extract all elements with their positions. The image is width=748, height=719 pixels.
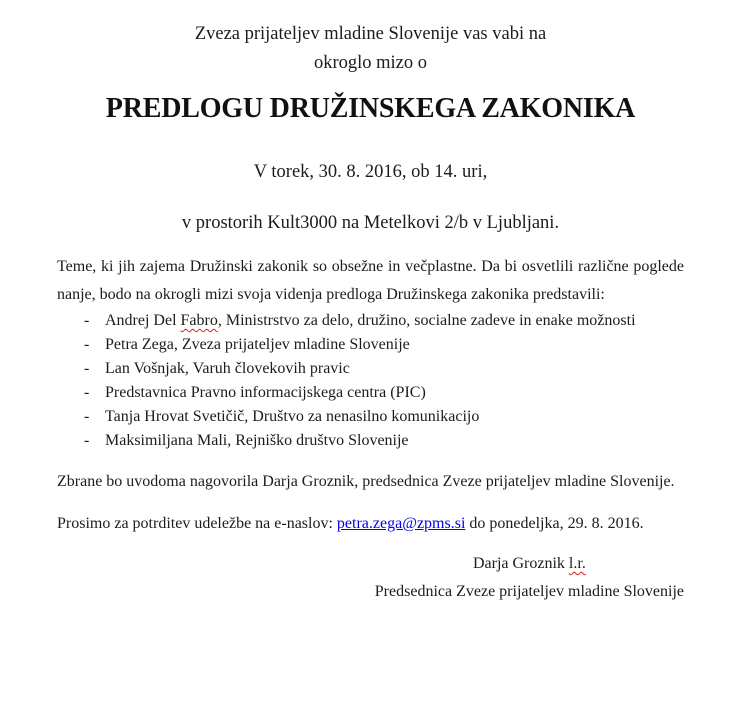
speaker-item bbox=[57, 357, 650, 381]
signature-name: Darja Groznik bbox=[472, 555, 569, 572]
bullet-hyphen: - bbox=[84, 384, 90, 401]
signature-name-line bbox=[375, 550, 684, 578]
moderator-paragraph: Zbrane bo uvodoma nagovorila Darja Groznik, predsednica Zveze prijateljev mladine Slovenije. bbox=[57, 473, 675, 490]
speaker-text-pre: Lan Vošnjak, Varuh človekovih pravic bbox=[105, 360, 350, 377]
rsvp-text-before: Prosimo za potrditev udeležbe na e-naslov: bbox=[57, 515, 337, 532]
spellcheck-flagged-abbreviation: l.r. bbox=[568, 555, 586, 572]
spellcheck-flagged-word: Fabro bbox=[180, 312, 218, 329]
bullet-hyphen: - bbox=[84, 336, 90, 353]
speaker-item bbox=[57, 381, 650, 405]
speaker-text-pre: Predstavnica Pravno informacijskega centra (PIC) bbox=[105, 384, 426, 401]
speaker-text-post: , Ministrstvo za delo, družino, socialne zadeve in enake možnosti bbox=[217, 312, 636, 329]
speaker-item bbox=[57, 405, 650, 429]
rsvp-paragraph bbox=[57, 510, 677, 538]
rsvp-text-after: do ponedeljka, 29. 8. 2016. bbox=[465, 515, 644, 532]
signature-role: Predsednica Zveze prijateljev mladine Slovenije bbox=[374, 583, 684, 600]
bullet-hyphen: - bbox=[84, 432, 90, 449]
speaker-text-pre: Tanja Hrovat Svetičič, Društvo za nenasilno komunikacijo bbox=[105, 408, 480, 425]
speaker-item bbox=[57, 333, 650, 357]
event-datetime: V torek, 30. 8. 2016, ob 14. uri, bbox=[253, 162, 488, 182]
event-venue: v prostorih Kult3000 na Metelkovi 2/b v Ljubljani. bbox=[181, 213, 560, 233]
topics-paragraph: Teme, ki jih zajema Družinski zakonik so obsežne in večplastne. Da bi osvetlili različne poglede nanje, bodo na okrogli mizi svoja videnja predloga Družinskega zakonika predstavili: bbox=[57, 258, 684, 303]
speaker-item bbox=[57, 429, 650, 453]
signature-block bbox=[375, 550, 684, 606]
speaker-text-pre: Andrej Del bbox=[105, 312, 181, 329]
bullet-hyphen: - bbox=[84, 312, 90, 329]
intro-block bbox=[57, 20, 684, 78]
speaker-item bbox=[57, 309, 650, 333]
bullet-hyphen: - bbox=[84, 408, 90, 425]
intro-line-2: okroglo mizo o bbox=[313, 53, 428, 73]
email-link[interactable]: petra.zega@zpms.si bbox=[336, 515, 466, 532]
bullet-hyphen: - bbox=[84, 360, 90, 377]
speaker-text-pre: Maksimiljana Mali, Rejniško društvo Slovenije bbox=[105, 432, 409, 449]
intro-line-1: Zveza prijateljev mladine Slovenije vas vabi na bbox=[194, 24, 547, 44]
speaker-text-pre: Petra Zega, Zveza prijateljev mladine Slovenije bbox=[105, 336, 410, 353]
speakers-list bbox=[57, 309, 684, 453]
document-title: PREDLOGU DRUŽINSKEGA ZAKONIKA bbox=[105, 93, 636, 124]
